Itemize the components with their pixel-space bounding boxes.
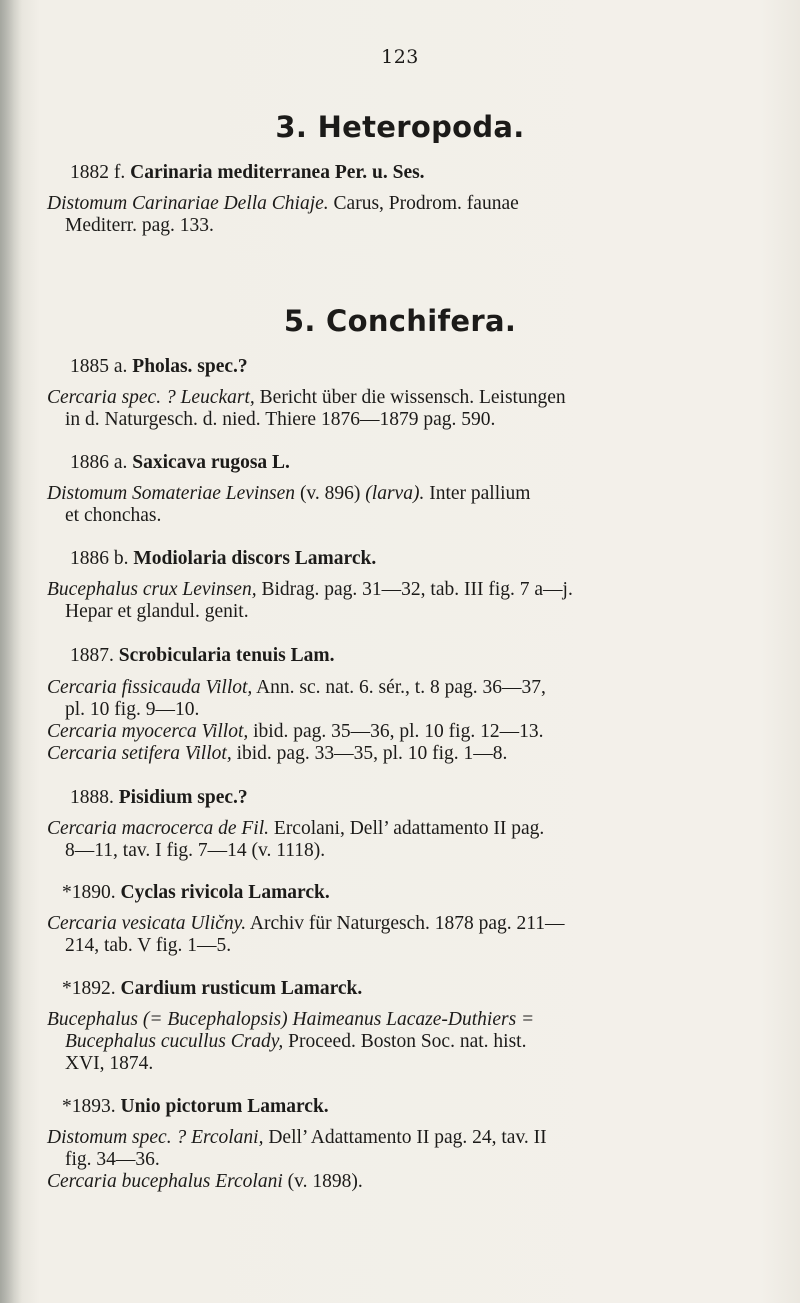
entry-number: 1886 a. — [70, 452, 128, 473]
entry-number: 1888. — [70, 787, 114, 808]
reference-text: Hepar et glandul. genit. — [65, 601, 249, 622]
host-name: Pholas. spec.? — [132, 356, 248, 377]
entry-1890 — [62, 882, 330, 904]
entry-number: 1886 b. — [70, 548, 129, 569]
reference-1886b — [47, 579, 573, 623]
parasite-name: Bucephalus (= Bucephalopsis) Haimeanus Lacaze-Duthiers = — [47, 1009, 535, 1030]
reference-1888 — [47, 818, 544, 862]
entry-1888 — [70, 787, 248, 809]
reference-1885a — [47, 387, 566, 431]
reference-text: Inter pallium — [424, 483, 531, 504]
reference-1892 — [47, 1009, 534, 1075]
parasite-name: Cercaria spec. ? Leuckart, — [47, 387, 255, 408]
host-name: Carinaria mediterranea Per. u. Ses. — [130, 162, 425, 183]
host-name: Cyclas rivicola Lamarck. — [120, 882, 330, 903]
reference-text: Carus, Prodrom. faunae — [328, 193, 519, 214]
reference-1882f — [47, 193, 519, 237]
reference-text: (v. 896) — [295, 483, 366, 504]
parasite-name: Cercaria macrocerca de Fil. — [47, 818, 270, 839]
reference-1887 — [47, 677, 546, 765]
host-name: Pisidium spec.? — [118, 787, 248, 808]
entry-1882f — [70, 162, 425, 184]
host-name: Unio pictorum Lamarck. — [120, 1096, 329, 1117]
page-edge-shadow — [0, 0, 22, 1303]
parasite-name: Bucephalus crux Levinsen, — [47, 579, 257, 600]
parasite-name: Cercaria fissicauda Villot, — [47, 677, 253, 698]
entry-1893 — [62, 1096, 329, 1118]
heading-heteropoda: 3. Heteropoda. — [275, 110, 525, 144]
entry-1886b — [70, 548, 376, 570]
reference-text: Ercolani, Dell’ adattamento II pag. — [269, 818, 545, 839]
parasite-name: Cercaria setifera Villot, — [47, 743, 232, 764]
parasite-name: Distomum Carinariae Della Chiaje. — [47, 193, 329, 214]
parasite-name: Distomum Somateriae Levinsen — [47, 483, 296, 504]
entry-number: 1882 f. — [70, 162, 126, 183]
reference-text: Mediterr. pag. 133. — [65, 215, 214, 236]
reference-text: Bidrag. pag. 31—32, tab. III fig. 7 a—j. — [256, 579, 573, 600]
reference-1886a — [47, 483, 530, 527]
heading-conchifera: 5. Conchifera. — [283, 304, 517, 338]
entry-1885a — [70, 356, 248, 378]
stage-label: (larva). — [365, 483, 425, 504]
reference-text: pl. 10 fig. 9—10. — [65, 699, 200, 720]
reference-1893 — [47, 1127, 547, 1193]
entry-1892 — [62, 978, 362, 1000]
reference-text: 214, tab. V fig. 1—5. — [65, 935, 232, 956]
entry-number: 1887. — [70, 645, 114, 666]
entry-number: *1893. — [62, 1096, 116, 1117]
parasite-name: Cercaria bucephalus Ercolani — [47, 1171, 283, 1192]
reference-text: ibid. pag. 35—36, pl. 10 fig. 12—13. — [248, 721, 544, 742]
entry-number: *1892. — [62, 978, 116, 999]
reference-text: (v. 1898). — [282, 1171, 363, 1192]
parasite-name: Cercaria vesicata Uličny. — [47, 913, 247, 934]
parasite-name: Bucephalus cucullus Crady, — [65, 1031, 284, 1052]
entry-number: 1885 a. — [70, 356, 128, 377]
host-name: Cardium rusticum Lamarck. — [120, 978, 363, 999]
reference-text: Bericht über die wissensch. Leistungen — [254, 387, 566, 408]
reference-text: in d. Naturgesch. d. nied. Thiere 1876—1879 pag. 590. — [65, 409, 496, 430]
entry-1887 — [70, 645, 335, 667]
reference-text: Dell’ Adattamento II pag. 24, tav. II — [263, 1127, 547, 1148]
entry-1886a — [70, 452, 290, 474]
reference-text: ibid. pag. 33—35, pl. 10 fig. 1—8. — [231, 743, 508, 764]
parasite-name: Cercaria myocerca Villot, — [47, 721, 249, 742]
reference-text: Proceed. Boston Soc. nat. hist. — [283, 1031, 527, 1052]
reference-text: Ann. sc. nat. 6. sér., t. 8 pag. 36—37, — [252, 677, 546, 698]
page-number: 123 — [381, 46, 419, 68]
parasite-name: Distomum spec. ? Ercolani, — [47, 1127, 264, 1148]
reference-text: fig. 34—36. — [65, 1149, 160, 1170]
host-name: Modiolaria discors Lamarck. — [133, 548, 377, 569]
reference-text: 8—11, tav. I fig. 7—14 (v. 1118). — [65, 840, 326, 861]
reference-text: et chonchas. — [65, 505, 162, 526]
host-name: Scrobicularia tenuis Lam. — [118, 645, 335, 666]
reference-1890 — [47, 913, 565, 957]
reference-text: Archiv für Naturgesch. 1878 pag. 211— — [246, 913, 565, 934]
host-name: Saxicava rugosa L. — [132, 452, 290, 473]
reference-text: XVI, 1874. — [65, 1053, 154, 1074]
entry-number: *1890. — [62, 882, 116, 903]
